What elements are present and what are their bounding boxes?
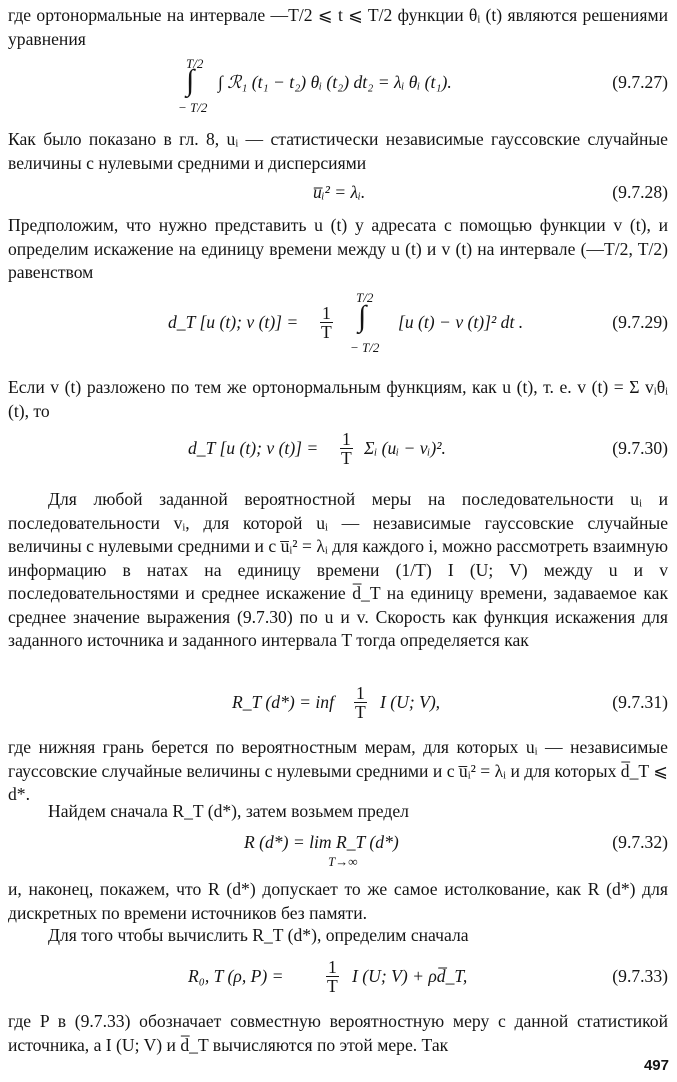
fraction-numerator: 1 [356, 683, 365, 703]
equation-number: (9.7.31) [612, 692, 668, 712]
integral-upper-limit: T/2 [356, 290, 374, 305]
equation-9-7-30 [8, 426, 668, 476]
equation-rhs: [u (t) − v (t)]² dt . [398, 312, 524, 332]
paragraph-6: где нижняя грань берется по вероятностным мерам, для которых uᵢ — независимые гауссовские случайные величины с нулевыми средними и с u̅ᵢ² = λᵢ и для которых d̅_T ⩽ d*. [8, 737, 668, 804]
equation-number: (9.7.28) [612, 182, 668, 202]
equation-rhs: I (U; V) + ρd̅_T, [352, 966, 468, 986]
integral-lower-limit: − T/2 [350, 340, 380, 355]
equation-number: (9.7.30) [612, 438, 668, 458]
paragraph-9: Для того чтобы вычислить R_T (d*), определим сначала [48, 925, 469, 945]
paragraph-3: Предположим, что нужно представить u (t) у адресата с помощью функции v (t), и определим искажение на единицу времени между u (t) и v (t) на интервале (—T/2, T/2) равенством [8, 215, 668, 282]
fraction [326, 958, 339, 995]
equation-number: (9.7.29) [612, 312, 668, 332]
fraction-denominator: T [355, 702, 366, 722]
equation-number: (9.7.33) [612, 966, 668, 986]
equation-lhs: R_T (d*) = inf [232, 692, 334, 712]
fraction-denominator: T [321, 322, 332, 342]
equation-9-7-27 [8, 56, 668, 122]
paragraph-10: где P в (9.7.33) обозначает совместную вероятностную меру с данной статистикой источника, а I (U; V) и d̅_T вычисляются по этой мере. Так [8, 1011, 668, 1055]
fraction-numerator: 1 [328, 957, 337, 977]
fraction-numerator: 1 [322, 303, 331, 323]
integral-upper-limit: T/2 [186, 56, 204, 71]
integral-lower-limit: − T/2 [178, 100, 208, 115]
paragraph-2: Как было показано в гл. 8, uᵢ — статистически независимые гауссовские случайные величины с нулевыми средними и дисперсиями [8, 129, 668, 173]
equation-rhs: I (U; V), [380, 692, 441, 712]
limit-subscript: T→∞ [328, 854, 358, 869]
paragraph-8: и, наконец, покажем, что R (d*) допускает то же самое истолкование, как R (d*) для дискретных по времени источников без памяти. [8, 879, 668, 923]
equation-rhs: Σᵢ (uᵢ − vᵢ)². [364, 438, 446, 458]
equation-9-7-32 [8, 830, 668, 874]
equation-9-7-33 [8, 952, 668, 1002]
paragraph-5: Для любой заданной вероятностной меры на последовательности uᵢ и последовательности vᵢ, для которой uᵢ — независимые гауссовские случайные величины с нулевыми средними и с u̅ᵢ² = λᵢ для каждого i, можно рассмотреть взаимную информацию в натах на единицу времени (1/T) I (U; V) между u и v последовательностями и среднее искажение d̅_T на единицу времени, задаваемое как среднее значение выражения (9.7.30) по u и v. Скорость как функция искажения для заданного источника и заданного интервала T тогда определяется как [8, 489, 668, 650]
paragraph-1: где ортонормальные на интервале —T/2 ⩽ t ⩽ T/2 функции θᵢ (t) являются решениями уравнения [8, 5, 668, 49]
equation-lhs: d_T [u (t); v (t)] = [168, 312, 299, 332]
equation-lhs: d_T [u (t); v (t)] = [188, 438, 319, 458]
equation-9-7-31 [8, 680, 668, 730]
equation-lhs: R₀, T (ρ, P) = [188, 966, 284, 986]
page-number: 497 [643, 1057, 669, 1074]
fraction-denominator: T [341, 448, 352, 468]
equation-number: (9.7.32) [612, 832, 668, 852]
equation-number: (9.7.27) [612, 72, 668, 92]
paragraph-7: Найдем сначала R_T (d*), затем возьмем предел [48, 801, 409, 821]
fraction [340, 430, 353, 467]
fraction-denominator: T [327, 976, 338, 996]
equation-9-7-28 [8, 180, 668, 208]
integral-sign: ∫ [186, 64, 195, 97]
equation-body: ∫ ℛ₁ (t₁ − t₂) θᵢ (t₂) dt₂ = λᵢ θᵢ (t₁). [218, 72, 452, 92]
equation-body: R (d*) = lim R_T (d*) [244, 832, 399, 852]
equation-body: u̅ᵢ² = λᵢ. [313, 182, 366, 202]
fraction-numerator: 1 [342, 429, 351, 449]
integral-sign: ∫ [358, 300, 367, 333]
fraction [354, 684, 367, 721]
equation-9-7-29 [8, 290, 668, 360]
paragraph-4: Если v (t) разложено по тем же ортонормальным функциям, как u (t), т. е. v (t) = Σ vᵢθᵢ (t), то [8, 377, 668, 421]
fraction [320, 304, 333, 341]
